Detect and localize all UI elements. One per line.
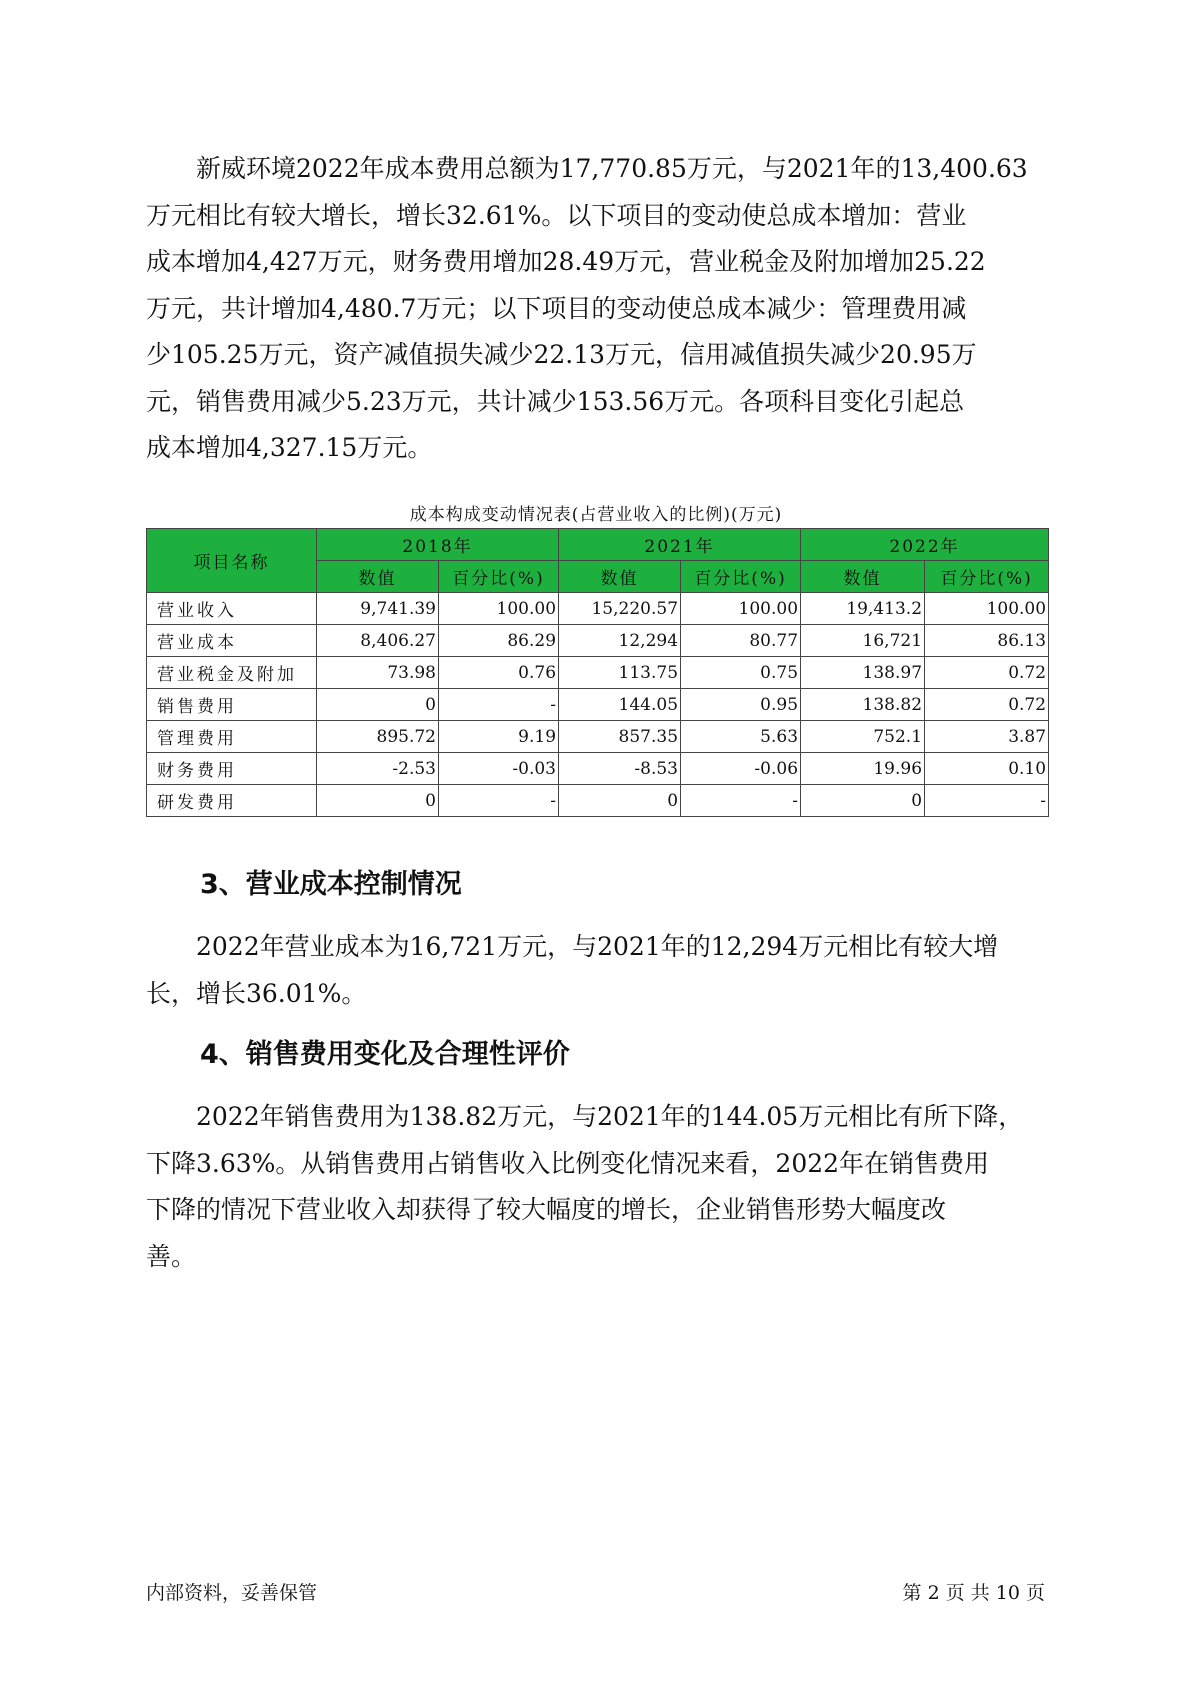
table-cell: - — [439, 785, 559, 817]
table-cell: -0.06 — [681, 753, 801, 785]
table-cell: 0.95 — [681, 689, 801, 721]
table-cell: 19.96 — [801, 753, 925, 785]
row-label: 营业税金及附加 — [147, 657, 317, 689]
row-label: 财务费用 — [147, 753, 317, 785]
table-row — [147, 593, 1049, 625]
table-row — [147, 753, 1049, 785]
text-line: 成本增加4,427万元，财务费用增加28.49万元，营业税金及附加增加25.22 — [146, 247, 986, 276]
intro-paragraph — [146, 146, 1046, 472]
table-row — [147, 689, 1049, 721]
table-cell: 0.76 — [439, 657, 559, 689]
table-cell: 895.72 — [317, 721, 439, 753]
row-label: 营业收入 — [147, 593, 317, 625]
header-percent: 百分比(%) — [439, 561, 559, 593]
table-cell: 9,741.39 — [317, 593, 439, 625]
row-label: 销售费用 — [147, 689, 317, 721]
text-line: 万元相比有较大增长，增长32.61%。以下项目的变动使总成本增加：营业 — [146, 200, 967, 230]
table-cell: 9.19 — [439, 721, 559, 753]
table-cell: 5.63 — [681, 721, 801, 753]
text-line: 善。 — [146, 1241, 197, 1271]
table-cell: 19,413.2 — [801, 593, 925, 625]
text-line: 下降的情况下营业收入却获得了较大幅度的增长，企业销售形势大幅度改 — [146, 1195, 947, 1224]
footer-confidential-note: 内部资料，妥善保管 — [146, 1582, 318, 1604]
table-cell: 0.10 — [925, 753, 1049, 785]
table-cell: 752.1 — [801, 721, 925, 753]
text-line: 2022年营业成本为16,721万元，与2021年的12,294万元相比有较大增 — [196, 932, 999, 961]
header-year: 2021年 — [559, 529, 801, 561]
table-cell: 857.35 — [559, 721, 681, 753]
row-label: 管理费用 — [147, 721, 317, 753]
table-row — [147, 721, 1049, 753]
section-3-paragraph — [146, 924, 1046, 1017]
text-line: 元，销售费用减少5.23万元，共计减少153.56万元。各项科目变化引起总 — [146, 386, 965, 416]
header-percent: 百分比(%) — [681, 561, 801, 593]
table-row — [147, 785, 1049, 817]
text-line: 2022年销售费用为138.82万元，与2021年的144.05万元相比有所下降， — [196, 1102, 1024, 1131]
header-year: 2018年 — [317, 529, 559, 561]
header-value: 数值 — [801, 561, 925, 593]
table-cell: 73.98 — [317, 657, 439, 689]
table-cell: 113.75 — [559, 657, 681, 689]
table-cell: 3.87 — [925, 721, 1049, 753]
table-cell: 86.29 — [439, 625, 559, 657]
table-cell: 138.97 — [801, 657, 925, 689]
table-cell: 0.72 — [925, 689, 1049, 721]
cost-structure-table — [146, 528, 1049, 817]
table-cell: 0 — [317, 785, 439, 817]
header-value: 数值 — [559, 561, 681, 593]
text-line: 新威环境2022年成本费用总额为17,770.85万元，与2021年的13,400.63 — [196, 154, 1028, 183]
table-row — [147, 657, 1049, 689]
text-line: 下降3.63%。从销售费用占销售收入比例变化情况来看，2022年在销售费用 — [146, 1148, 990, 1178]
table-cell: 16,721 — [801, 625, 925, 657]
table-cell: 144.05 — [559, 689, 681, 721]
table-cell: 8,406.27 — [317, 625, 439, 657]
table-cell: - — [439, 689, 559, 721]
row-label: 研发费用 — [147, 785, 317, 817]
table-cell: 100.00 — [681, 593, 801, 625]
table-cell: 0 — [559, 785, 681, 817]
table-cell: 0.72 — [925, 657, 1049, 689]
table-cell: -0.03 — [439, 753, 559, 785]
table-cell: 0 — [317, 689, 439, 721]
table-cell: 12,294 — [559, 625, 681, 657]
table-cell: -8.53 — [559, 753, 681, 785]
row-label: 营业成本 — [147, 625, 317, 657]
header-value: 数值 — [317, 561, 439, 593]
table-cell: 138.82 — [801, 689, 925, 721]
header-percent: 百分比(%) — [925, 561, 1049, 593]
page-number: 第 2 页 共 10 页 — [902, 1582, 1045, 1604]
table-caption: 成本构成变动情况表(占营业收入的比例)(万元) — [409, 505, 783, 525]
table-cell: 100.00 — [439, 593, 559, 625]
table-cell: 0 — [801, 785, 925, 817]
text-line: 成本增加4,327.15万元。 — [146, 433, 433, 462]
text-line: 长，增长36.01%。 — [146, 978, 367, 1008]
section-4-paragraph — [146, 1094, 1046, 1280]
table-cell: 86.13 — [925, 625, 1049, 657]
section-4-heading: 4、销售费用变化及合理性评价 — [200, 1039, 570, 1070]
table-cell: -2.53 — [317, 753, 439, 785]
table-cell: 100.00 — [925, 593, 1049, 625]
section-3-heading: 3、营业成本控制情况 — [200, 869, 462, 900]
text-line: 少105.25万元，资产减值损失减少22.13万元，信用减值损失减少20.95万 — [146, 340, 977, 369]
table-cell: 80.77 — [681, 625, 801, 657]
table-cell: 0.75 — [681, 657, 801, 689]
table-cell: - — [925, 785, 1049, 817]
table-row — [147, 625, 1049, 657]
header-year: 2022年 — [801, 529, 1049, 561]
table-cell: - — [681, 785, 801, 817]
text-line: 万元，共计增加4,480.7万元；以下项目的变动使总成本减少：管理费用减 — [146, 293, 967, 323]
table-cell: 15,220.57 — [559, 593, 681, 625]
header-item-name: 项目名称 — [147, 529, 317, 593]
